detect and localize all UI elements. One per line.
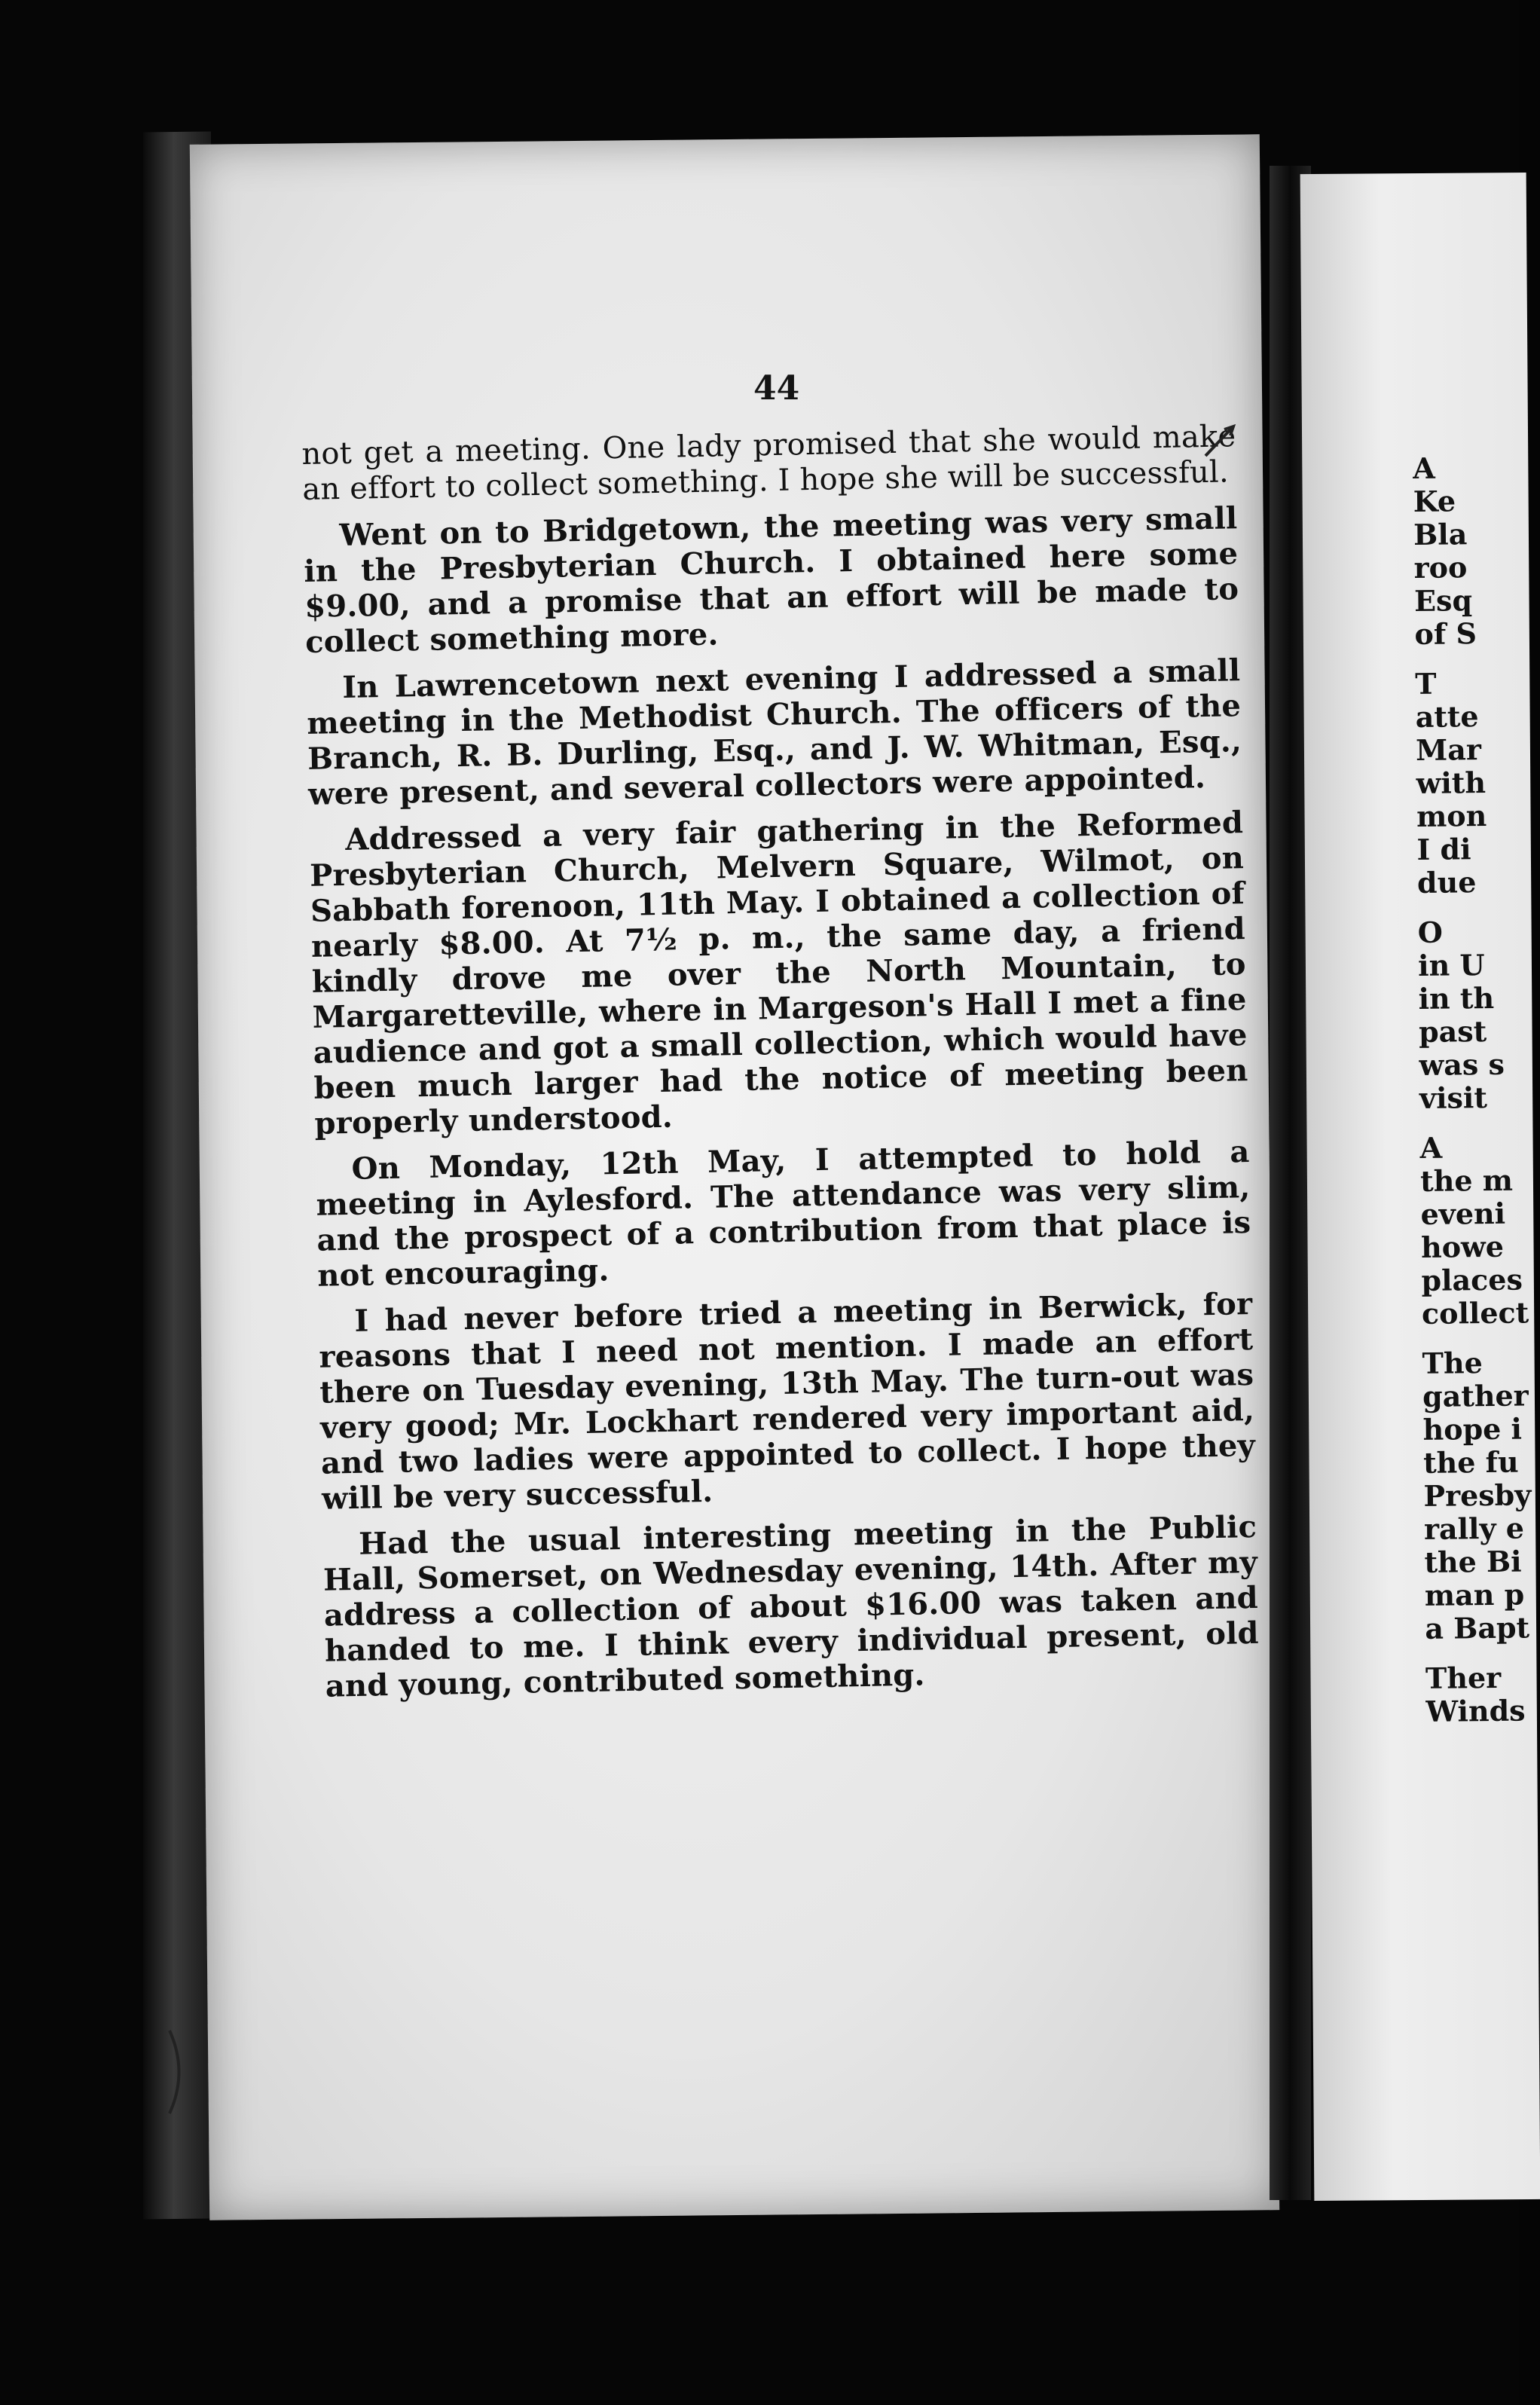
fragment-line: Mar [1415, 732, 1482, 767]
paragraph: I had never before tried a meeting in Berwick, for reasons that I need not mention. I made an effort there on Tuesday evening, 13th May. The turn-out was very good; Mr. Lockhart rendered very important aid, and two ladies were appointed to collect. I hope they will be very successful. [318, 1285, 1256, 1517]
fragment-line: The [1422, 1346, 1483, 1380]
fragment-line: due [1416, 865, 1477, 900]
fragment-line: gather [1422, 1378, 1529, 1413]
paragraph: not get a meeting. One lady promised that she would make an effort to collect something. I hope she will be successful. [301, 419, 1236, 507]
fragment-line: hope i [1422, 1411, 1523, 1447]
fragment-line: atte [1415, 699, 1479, 734]
paragraph: Addressed a very fair gathering in the Reformed Presbyterian Church, Melvern Square, Wilmot, on Sabbath forenoon, 11th May. I obtained a collection of nearly $8.00. At 7½ p. m., the same day, a friend kindly drove me over the North Mountain, to Margaretteville, where in Margeson's Hall I met a fine audience and got a small collection, which would have been much larger had the notice of meeting been properly understood. [309, 805, 1248, 1141]
fragment-line: Winds [1425, 1693, 1526, 1728]
fragment-line: Bla [1413, 517, 1468, 552]
fragment-line: visit [1419, 1080, 1488, 1115]
pen-mark-icon [1202, 422, 1239, 460]
fragment-line: howe [1420, 1229, 1505, 1264]
margin-mark-icon [162, 2027, 192, 2117]
fragment-line: Ther [1425, 1660, 1502, 1695]
fragment-line: O [1417, 915, 1444, 949]
paragraph: Went on to Bridgetown, the meeting was very small in the Presbyterian Church. I obtained here some $9.00, and a promise that an effort will be made to collect something more. [303, 500, 1239, 660]
fragment-line: Presby [1423, 1478, 1532, 1513]
right-page-text-fragments [1413, 451, 1539, 1728]
fragment-line: was s [1419, 1047, 1505, 1082]
fragment-line: a Bapt [1425, 1610, 1530, 1646]
fragment-line: in U [1417, 948, 1485, 982]
fragment-line: I di [1416, 832, 1471, 866]
fragment-line: T [1414, 666, 1437, 701]
fragment-line: in th [1418, 980, 1495, 1016]
fragment-line: of S [1414, 616, 1477, 651]
fragment-line: eveni [1420, 1196, 1506, 1231]
page-number: 44 [753, 369, 800, 408]
paragraph: On Monday, 12th May, I attempted to hold a meeting in Aylesford. The attendance was very slim, and the prospect of a contribution from that place is not encouraging. [316, 1134, 1251, 1294]
fragment-line: the fu [1422, 1444, 1519, 1480]
fragment-line: collect [1421, 1295, 1529, 1331]
fragment-line: past [1418, 1014, 1487, 1049]
fragment-line: roo [1413, 550, 1468, 585]
page-body-text [301, 419, 1260, 1714]
fragment-line: man p [1424, 1577, 1525, 1612]
fragment-line: Ke [1413, 484, 1456, 518]
paragraph: In Lawrencetown next evening I addressed a small meeting in the Methodist Church. The officers of the Branch, R. B. Durling, Esq., and J. W. Whitman, Esq., were present, and several collectors were appointed. [306, 652, 1242, 812]
fragment-line: the m [1419, 1163, 1514, 1198]
fragment-line: with [1416, 766, 1487, 800]
fragment-line: places [1421, 1262, 1523, 1297]
fragment-line: A [1419, 1130, 1443, 1165]
paragraph: Had the usual interesting meeting in the Public Hall, Somerset, on Wednesday evening, 14th. After my address a collection of about $16.00 was taken and handed to me. I think every individual present, old and young, contributed something. [322, 1508, 1260, 1704]
fragment-line: rally e [1423, 1511, 1525, 1546]
fragment-line: Esq [1413, 583, 1473, 618]
fragment-line: A [1412, 451, 1435, 485]
fragment-line: the Bi [1424, 1544, 1522, 1579]
fragment-line: mon [1416, 798, 1487, 833]
